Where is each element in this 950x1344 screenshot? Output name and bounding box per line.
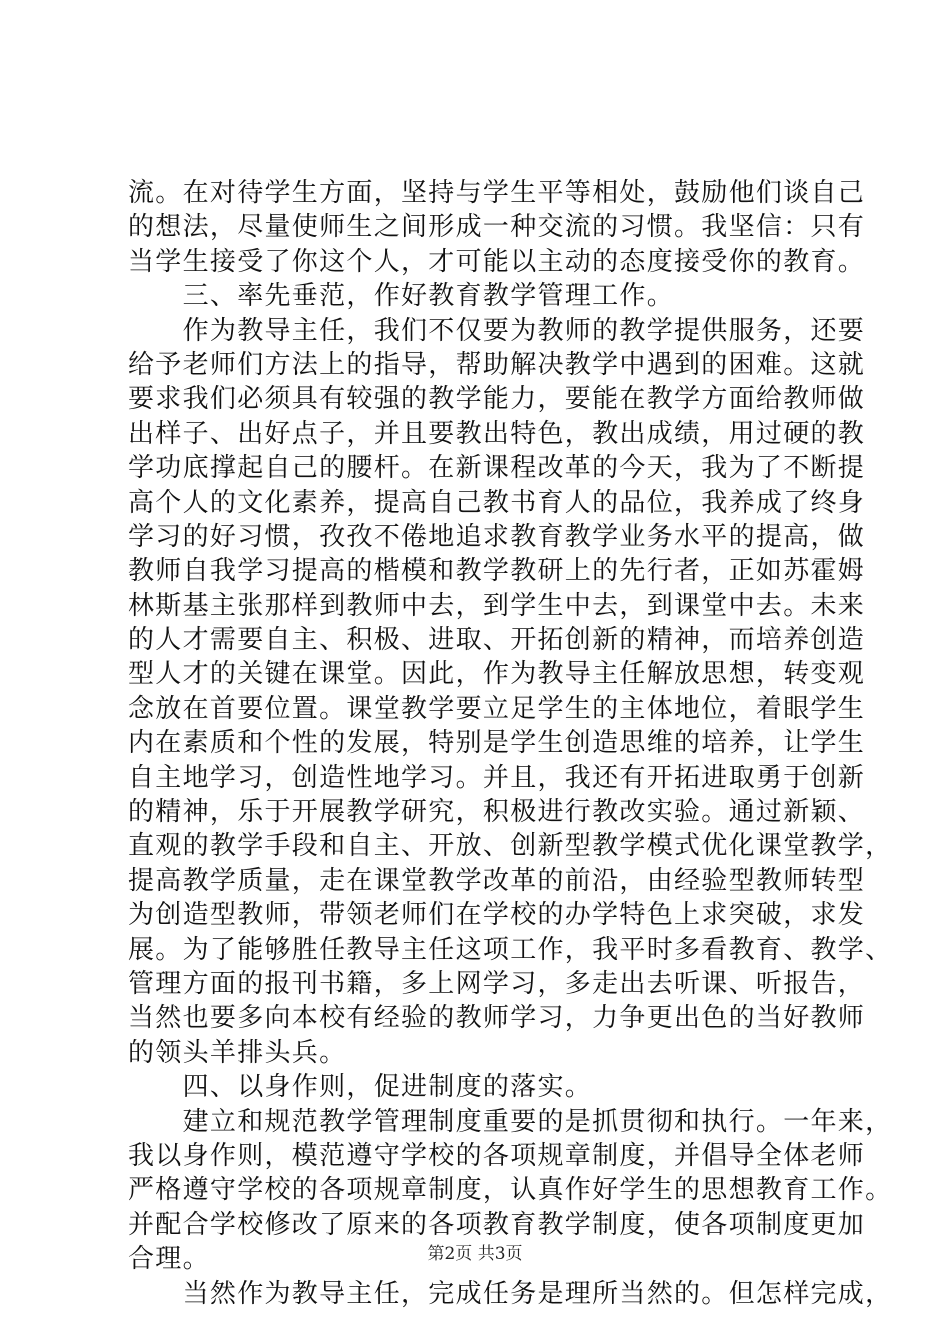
text-line: 学功底撑起自己的腰杆。在新课程改革的今天，我为了不断提 [128, 453, 866, 484]
text-line: 提高教学质量，走在课堂教学改革的前沿，由经验型教师转型 [128, 865, 866, 896]
text-line: 为创造型教师，带领老师们在学校的办学特色上求突破，求发 [128, 900, 866, 931]
text-line: 作为教导主任，我们不仅要为教师的教学提供服务，还要 [128, 315, 866, 346]
text-line: 的领头羊排头兵。 [128, 1037, 347, 1068]
text-line: 的想法，尽量使师生之间形成一种交流的习惯。我坚信：只有 [128, 212, 866, 243]
text-line: 建立和规范教学管理制度重要的是抓贯彻和执行。一年来， [128, 1106, 893, 1137]
text-line: 当然作为教导主任，完成任务是理所当然的。但怎样完成， [128, 1278, 893, 1309]
text-line: 念放在首要位置。课堂教学要立足学生的主体地位，着眼学生 [128, 693, 866, 724]
section-heading-3: 三、率先垂范，作好教育教学管理工作。 [128, 281, 675, 312]
text-line: 当然也要多向本校有经验的教师学习，力争更出色的当好教师 [128, 1003, 866, 1034]
section-heading-4: 四、以身作则，促进制度的落实。 [128, 1072, 593, 1103]
text-line: 内在素质和个性的发展，特别是学生创造思维的培养，让学生 [128, 728, 866, 759]
text-line: 严格遵守学校的各项规章制度，认真作好学生的思想教育工作。 [128, 1175, 893, 1206]
text-line: 的精神，乐于开展教学研究，积极进行教改实验。通过新颖、 [128, 797, 866, 828]
document-body [128, 176, 893, 1311]
text-line: 流。在对待学生方面，坚持与学生平等相处，鼓励他们谈自己 [128, 178, 866, 208]
text-line: 我以身作则，模范遵守学校的各项规章制度，并倡导全体老师 [128, 1140, 866, 1171]
text-line: 并配合学校修改了原来的各项教育教学制度，使各项制度更加 [128, 1209, 866, 1240]
text-line: 给予老师们方法上的指导，帮助解决教学中遇到的困难。这就 [128, 349, 866, 380]
text-line: 高个人的文化素养，提高自己教书育人的品位，我养成了终身 [128, 487, 866, 518]
page-number-footer: 第2页 共3页 [427, 1244, 523, 1264]
text-line: 的人才需要自主、积极、进取、开拓创新的精神，而培养创造 [128, 625, 866, 656]
text-line: 学习的好习惯，孜孜不倦地追求教育教学业务水平的提高，做 [128, 521, 866, 552]
text-line: 直观的教学手段和自主、开放、创新型教学模式优化课堂教学， [128, 831, 893, 862]
text-line: 当学生接受了你这个人，才可能以主动的态度接受你的教育。 [128, 246, 866, 277]
text-line: 合理。 [128, 1244, 210, 1275]
text-line: 型人才的关键在课堂。因此，作为教导主任解放思想，转变观 [128, 659, 866, 690]
text-line: 管理方面的报刊书籍，多上网学习，多走出去听课、听报告， [128, 968, 866, 999]
text-line: 自主地学习，创造性地学习。并且，我还有开拓进取勇于创新 [128, 762, 866, 793]
text-line: 教师自我学习提高的楷模和教学教研上的先行者，正如苏霍姆 [128, 556, 866, 587]
text-line: 出样子、出好点子，并且要教出特色，教出成绩，用过硬的教 [128, 418, 866, 449]
text-line: 展。为了能够胜任教导主任这项工作，我平时多看教育、教学、 [128, 934, 893, 965]
text-line: 要求我们必须具有较强的教学能力，要能在教学方面给教师做 [128, 384, 866, 415]
text-line: 林斯基主张那样到教师中去，到学生中去，到课堂中去。未来 [128, 590, 866, 621]
